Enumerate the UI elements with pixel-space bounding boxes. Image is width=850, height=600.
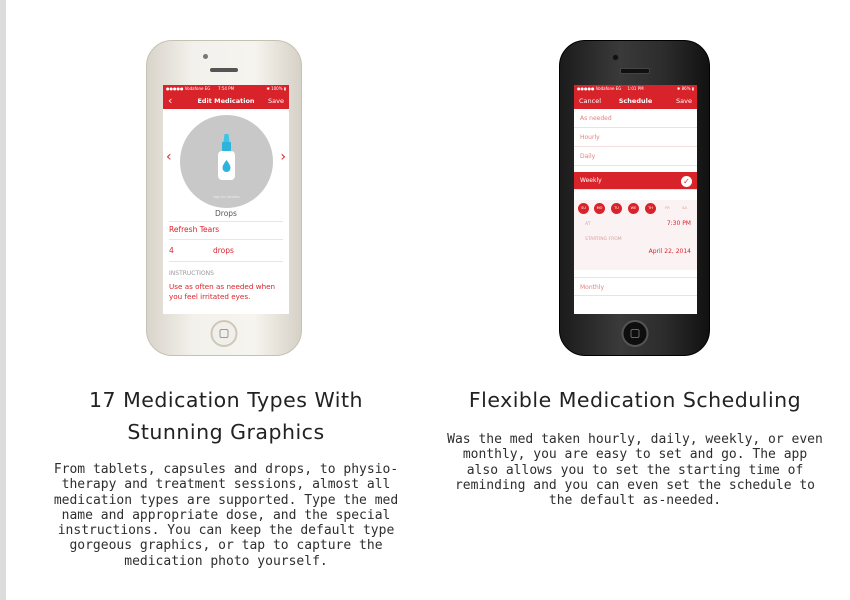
dose-amount-field[interactable]: 4 — [169, 246, 174, 255]
status-time: 7:54 PM — [217, 86, 235, 91]
nav-title: Edit Medication — [197, 97, 255, 105]
left-feature-title-line1: 17 Medication Types With — [88, 388, 364, 412]
right-feature-title: Flexible Medication Scheduling — [468, 388, 802, 412]
earpiece-speaker — [210, 68, 238, 72]
day-friday[interactable]: FR — [665, 206, 670, 210]
dose-unit-field[interactable]: drops — [213, 246, 234, 255]
left-feature-description: From tablets, capsules and drops, to physio-therapy and treatment sessions, almost all medication types are supported. Type the med name and appropriate dose, and the special instructions. You can keep the default type gorgeous graphics, or tap to capture the medication photo yourself. — [53, 462, 399, 569]
instructions-field[interactable]: Use as often as needed when you feel irritated eyes. — [169, 282, 276, 301]
start-date-value[interactable]: April 22, 2014 — [648, 248, 691, 255]
option-weekly[interactable] — [574, 172, 697, 190]
eye-drop-bottle-icon — [217, 133, 236, 181]
med-name-field[interactable]: Refresh Tears — [169, 225, 220, 234]
medication-type-label: Drops — [215, 209, 237, 218]
tap-for-camera-hint: tap for camera — [213, 195, 240, 199]
battery-indicator: ✱ 100% ▮ — [266, 86, 286, 91]
home-button — [621, 320, 648, 347]
instructions-header: INSTRUCTIONS — [169, 270, 214, 277]
save-button[interactable]: Save — [676, 97, 692, 105]
schedule-screen — [574, 85, 697, 314]
carrier-label: ●●●●● Vodafone EG — [166, 86, 211, 91]
carrier-label: ●●●●● Vodafone EG — [577, 86, 622, 91]
cancel-button[interactable]: Cancel — [579, 97, 602, 105]
divider — [169, 221, 283, 222]
gold-iphone-mockup — [146, 40, 302, 356]
black-iphone-mockup — [559, 40, 710, 356]
prev-type-chevron-icon[interactable]: ‹ — [166, 149, 172, 165]
option-hourly[interactable]: Hourly — [574, 128, 697, 147]
day-sunday[interactable]: SU — [578, 203, 589, 214]
status-bar — [574, 85, 697, 93]
next-type-chevron-icon[interactable]: › — [280, 149, 286, 165]
left-feature-title-line2: Stunning Graphics — [127, 420, 325, 444]
nav-bar — [163, 93, 289, 109]
nav-bar — [574, 93, 697, 109]
day-monday[interactable]: MO — [594, 203, 605, 214]
divider — [169, 239, 283, 240]
medication-photo-button[interactable] — [180, 115, 273, 208]
weekly-settings-panel — [574, 200, 697, 270]
front-camera — [203, 54, 208, 59]
option-daily[interactable]: Daily — [574, 147, 697, 166]
day-wednesday[interactable]: WE — [628, 203, 639, 214]
left-edge-divider — [0, 0, 6, 600]
right-feature-description: Was the med taken hourly, daily, weekly, or even monthly, you are easy to set and go. The app also allows you to set the starting time of reminding and you can even set the schedule to the default as-needed. — [447, 432, 823, 509]
battery-indicator: ✱ 86% ▮ — [677, 86, 694, 91]
nav-title: Schedule — [618, 97, 653, 105]
status-time: 1:01 PM — [627, 86, 644, 91]
at-label: AT — [585, 222, 591, 227]
starting-from-label: STARTING FROM — [585, 237, 622, 242]
option-weekly-label: Weekly — [580, 177, 602, 184]
checkmark-icon: ✓ — [681, 176, 692, 187]
day-saturday[interactable]: SA — [682, 206, 687, 210]
edit-medication-screen — [163, 85, 289, 314]
home-button — [211, 320, 238, 347]
back-chevron-icon[interactable]: ‹ — [168, 94, 173, 107]
option-as-needed[interactable]: As needed — [574, 109, 697, 128]
status-bar — [163, 85, 289, 93]
reminder-time-value[interactable]: 7:30 PM — [666, 220, 691, 227]
earpiece-speaker — [620, 68, 650, 74]
day-thursday[interactable]: TH — [645, 203, 656, 214]
divider — [169, 261, 283, 262]
front-camera — [612, 54, 619, 61]
save-button[interactable]: Save — [268, 97, 284, 105]
option-monthly[interactable]: Monthly — [574, 277, 697, 296]
day-tuesday[interactable]: TU — [611, 203, 622, 214]
